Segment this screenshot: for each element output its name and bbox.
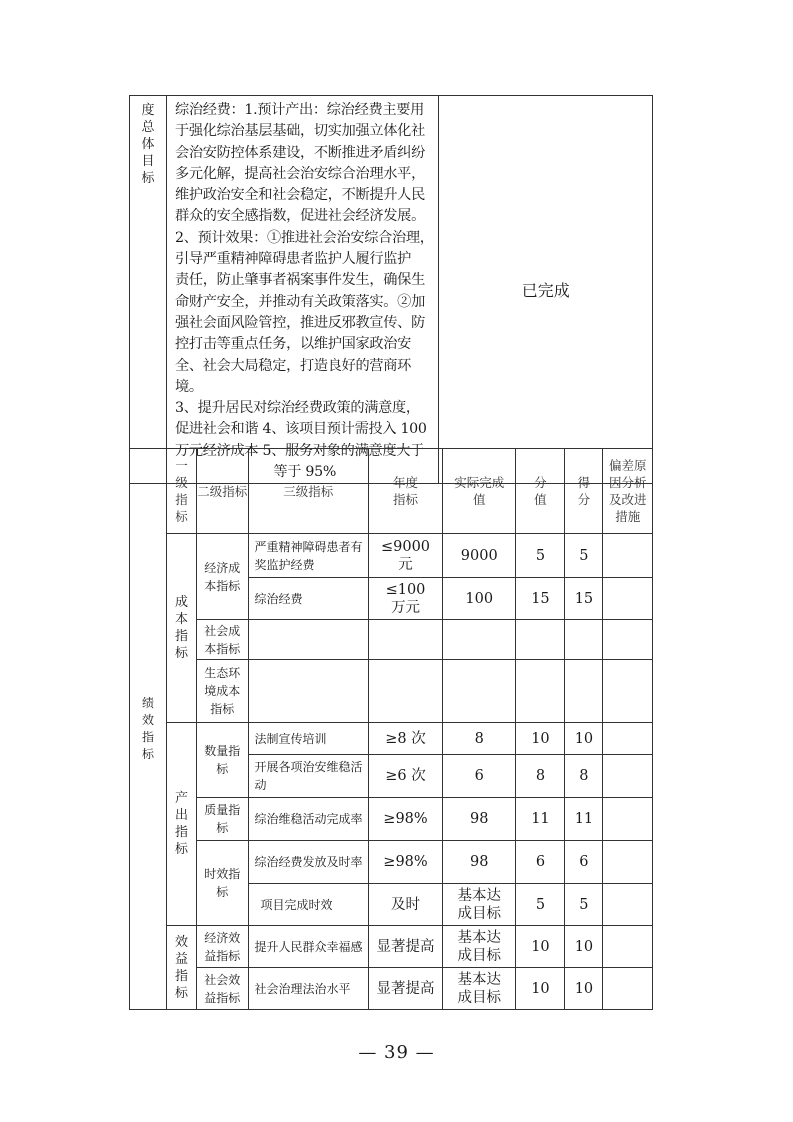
obtained-cell: 10: [565, 968, 603, 1010]
obtained-cell: 8: [565, 755, 603, 798]
actual-cell: 8: [443, 723, 516, 755]
actual-cell: 基本达成目标: [443, 968, 516, 1010]
goal-line: 控打击等重点任务，以维护国家政治安: [174, 336, 412, 353]
header-actual-value: [443, 449, 516, 534]
obtained-cell: [565, 620, 603, 660]
goal-line: 责任，防止肇事者祸案事件发生，确保生: [174, 272, 425, 289]
goal-line: 命财产安全，并推动有关政策落实。②加: [174, 293, 425, 310]
group-benefit: 效益指标: [166, 926, 196, 1010]
obtained-cell: 10: [565, 926, 603, 968]
performance-table: [129, 448, 653, 1010]
score-cell: 10: [516, 968, 565, 1010]
target-cell: [368, 660, 442, 723]
goal-line: 会治安防控体系建设，不断推进矛盾纠纷: [174, 144, 425, 161]
level2-timeliness: 时效指标: [196, 841, 248, 926]
target-cell: ≤100 万元: [368, 578, 442, 620]
deviation-cell: [603, 884, 653, 926]
level2-economic-cost: 经济成本指标: [196, 534, 248, 620]
header-actual-value-text: 实际完成值: [454, 475, 505, 507]
deviation-cell: [603, 578, 653, 620]
actual-cell: 9000: [443, 534, 516, 578]
deviation-cell: [603, 926, 653, 968]
page-number: — 39 —: [358, 1042, 435, 1063]
table-header-row: [130, 449, 653, 534]
table-row: [130, 620, 653, 660]
actual-cell: 基本达成目标: [443, 884, 516, 926]
group-cost: 成本指标: [166, 534, 196, 723]
target-cell: 显著提高: [368, 968, 442, 1010]
table-row: [130, 841, 653, 884]
target-cell: ≥8 次: [368, 723, 442, 755]
level2-quantity: 数量指标: [196, 723, 248, 798]
performance-label-text: 绩效指标: [141, 696, 154, 761]
deviation-cell: [603, 968, 653, 1010]
target-cell: ≥6 次: [368, 755, 442, 798]
table-row: [130, 660, 653, 723]
header-deviation: [603, 449, 653, 534]
target-cell: ≥98%: [368, 798, 442, 841]
score-cell: 10: [516, 926, 565, 968]
indicator-cell: 综治经费发放及时率: [248, 841, 368, 884]
deviation-cell: [603, 660, 653, 723]
table-row: [130, 968, 653, 1010]
actual-cell: 98: [443, 841, 516, 884]
goal-line: 群众的安全感指数，促进社会经济发展。: [174, 208, 425, 225]
indicator-cell: 法制宣传培训: [248, 723, 368, 755]
overall-goal-status: 已完成: [439, 96, 653, 484]
score-cell: 5: [516, 534, 565, 578]
actual-cell: 100: [443, 578, 516, 620]
actual-cell: [443, 620, 516, 660]
goal-line: 全、社会大局稳定，打造良好的营商环境。: [174, 357, 412, 395]
obtained-cell: 6: [565, 841, 603, 884]
indicator-cell: 开展各项治安维稳活动: [248, 755, 368, 798]
level2-quality: 质量指标: [196, 798, 248, 841]
target-cell: ≤9000元: [368, 534, 442, 578]
goal-line: 等于 95%: [273, 464, 337, 481]
goal-line: 3、提升居民对综治经费政策的满意度，: [174, 400, 420, 417]
obtained-cell: 5: [565, 534, 603, 578]
obtained-cell: [565, 660, 603, 723]
level2-eco-cost: 生态环境成本指标: [196, 660, 248, 723]
level2-social-benefit: 社会效益指标: [196, 968, 248, 1010]
deviation-cell: [603, 620, 653, 660]
header-annual-target-text: 年度指标: [392, 475, 418, 507]
overall-goal-text: [166, 96, 438, 484]
score-cell: 6: [516, 841, 565, 884]
overall-goal-label: [130, 96, 167, 484]
table-row: [130, 926, 653, 968]
header-deviation-text: 偏差原因分析及改进措施: [608, 458, 647, 524]
actual-cell: [443, 660, 516, 723]
actual-cell: 98: [443, 798, 516, 841]
score-cell: [516, 620, 565, 660]
goal-line: 促进社会和谐 4、该项目预计需投入 100: [174, 421, 427, 438]
level2-social-cost: 社会成本指标: [196, 620, 248, 660]
goal-line: 于强化综治基层基础，切实加强立体化社: [174, 123, 425, 140]
header-obtained-text: 得分: [577, 475, 591, 507]
header-level3: 三级指标: [248, 449, 368, 534]
obtained-cell: 5: [565, 884, 603, 926]
goal-line: 维护政治安全和社会稳定，不断提升人民: [174, 187, 425, 204]
header-score: [516, 449, 565, 534]
deviation-cell: [603, 534, 653, 578]
goal-line: 万元经济成本 5、服务对象的满意度大于: [174, 442, 425, 459]
target-cell: [368, 620, 442, 660]
table-row: [130, 723, 653, 755]
score-cell: 8: [516, 755, 565, 798]
table-row: [130, 534, 653, 578]
obtained-cell: 11: [565, 798, 603, 841]
header-level2: 二级指标: [196, 449, 248, 534]
target-cell: ≥98%: [368, 841, 442, 884]
score-cell: 5: [516, 884, 565, 926]
goal-line: 强社会面风险管控，推进反邪教宣传、防: [174, 314, 425, 331]
overall-goal-label-text: 度总体目标: [141, 103, 155, 186]
indicator-cell: 综治经费: [248, 578, 368, 620]
indicator-cell: [248, 660, 368, 723]
goal-line: 综治经费：1.预计产出：综治经费主要用: [174, 102, 425, 118]
indicator-cell: 项目完成时效: [248, 884, 368, 926]
group-output: 产出指标: [166, 723, 196, 926]
overall-goal-table: [129, 95, 653, 484]
score-cell: 10: [516, 723, 565, 755]
obtained-cell: 10: [565, 723, 603, 755]
header-annual-target: [368, 449, 442, 534]
score-cell: 11: [516, 798, 565, 841]
table-row: [130, 798, 653, 841]
deviation-cell: [603, 798, 653, 841]
goal-line: 2、预计效果：①推进社会治安综合治理，: [174, 229, 434, 246]
obtained-cell: 15: [565, 578, 603, 620]
score-cell: 15: [516, 578, 565, 620]
goal-line: 引导严重精神障碍患者监护人履行监护: [174, 251, 412, 268]
deviation-cell: [603, 755, 653, 798]
actual-cell: 基本达成目标: [443, 926, 516, 968]
score-cell: [516, 660, 565, 723]
indicator-cell: 社会治理法治水平: [248, 968, 368, 1010]
target-cell: 显著提高: [368, 926, 442, 968]
level2-economic-benefit: 经济效益指标: [196, 926, 248, 968]
header-level1: 一级指标: [166, 449, 196, 534]
indicator-cell: 提升人民群众幸福感: [248, 926, 368, 968]
header-obtained: [565, 449, 603, 534]
goal-line: 多元化解，提高社会治安综合治理水平，: [174, 165, 425, 182]
performance-label: [130, 449, 167, 1010]
indicator-cell: 严重精神障碍患者有奖监护经费: [248, 534, 368, 578]
header-score-text: 分值: [534, 475, 547, 507]
actual-cell: 6: [443, 755, 516, 798]
deviation-cell: [603, 841, 653, 884]
indicator-cell: [248, 620, 368, 660]
indicator-cell: 综治维稳活动完成率: [248, 798, 368, 841]
deviation-cell: [603, 723, 653, 755]
target-cell: 及时: [368, 884, 442, 926]
